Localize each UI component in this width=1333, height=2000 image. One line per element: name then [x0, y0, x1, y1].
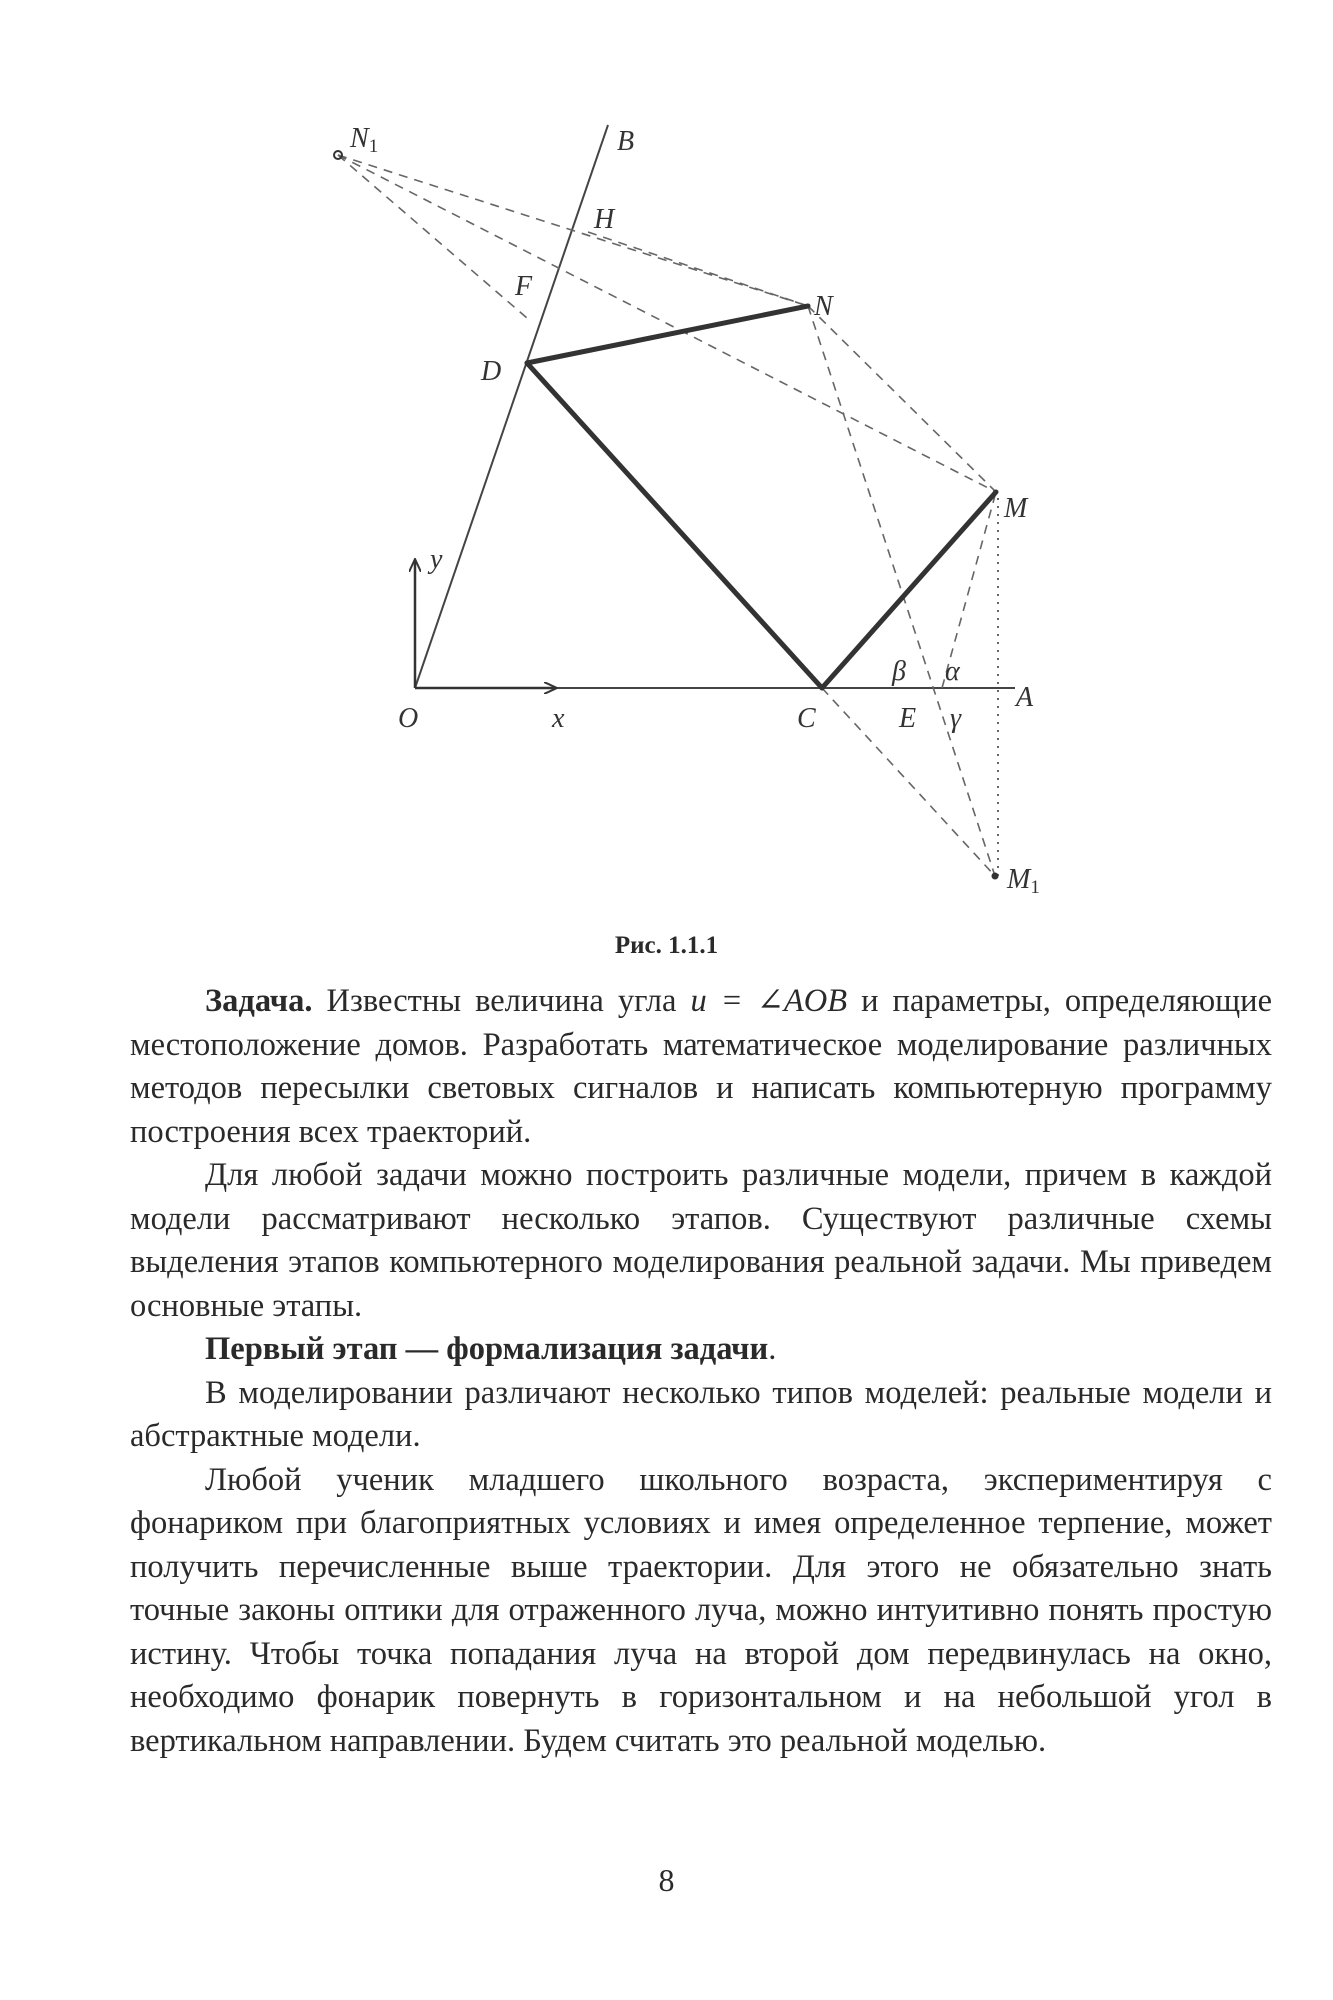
figure-caption: Рис. 1.1.1 — [614, 932, 719, 959]
label-a: A — [1016, 682, 1034, 713]
page-number: 8 — [658, 1862, 675, 1898]
label-x: x — [552, 703, 565, 734]
label-h: H — [594, 204, 615, 235]
label-y: y — [430, 544, 443, 575]
figure-1-1-1 — [300, 100, 1080, 900]
label-f: F — [515, 271, 533, 302]
angle-formula: u = ∠AOB — [690, 983, 848, 1019]
label-gamma: γ — [950, 703, 962, 734]
label-m: M — [1004, 493, 1028, 524]
paragraph-task: Задача. Известны величина угла u = ∠AOB и параметры, определяющие местоположение домов. Разработать математическое моделирование различных методов пересылки световых сигналов и написать компьютерную программу построения всех траекторий. — [130, 983, 1273, 1150]
section-heading: Первый этап — формализация задачи. — [205, 1331, 777, 1367]
body-text — [130, 980, 1272, 1763]
label-e: E — [899, 703, 917, 734]
geometry-diagram — [300, 100, 1080, 900]
label-beta: β — [892, 656, 906, 687]
label-b: B — [617, 126, 635, 157]
label-o: O — [398, 703, 419, 734]
light-trajectory — [527, 306, 996, 688]
paragraph-models: Для любой задачи можно построить различные модели, причем в каждой модели рассматривают несколько этапов. Существуют различные схемы выделения этапов компьютерного моделирования реальной задачи. Мы приведем основные этапы. — [130, 1157, 1272, 1324]
label-n1: N1 — [350, 123, 379, 157]
paragraph-model-types: В моделировании различают несколько типов моделей: реальные модели и абстрактные модели. — [130, 1374, 1272, 1454]
label-d: D — [481, 356, 502, 387]
label-alpha: α — [945, 656, 960, 687]
label-c: C — [797, 703, 816, 734]
point-m1 — [992, 873, 999, 880]
label-m1: M1 — [1007, 864, 1040, 898]
label-n: N — [814, 291, 833, 322]
paragraph-real-model: Любой ученик младшего школьного возраста, экспериментируя с фонариком при благоприятных условиях и имея определенное терпение, может получить перечисленные выше траектории. Для этого не обязательно знать точные законы оптики для отраженного луча, можно интуитивно понять простую истину. Чтобы точка попадания луча на второй дом передвинулась на окно, необходимо фонарик повернуть в горизонтальном и на небольшой угол в вертикальном направлении. Будем считать это реальной моделью. — [130, 1461, 1272, 1759]
task-label: Задача. — [205, 983, 313, 1019]
